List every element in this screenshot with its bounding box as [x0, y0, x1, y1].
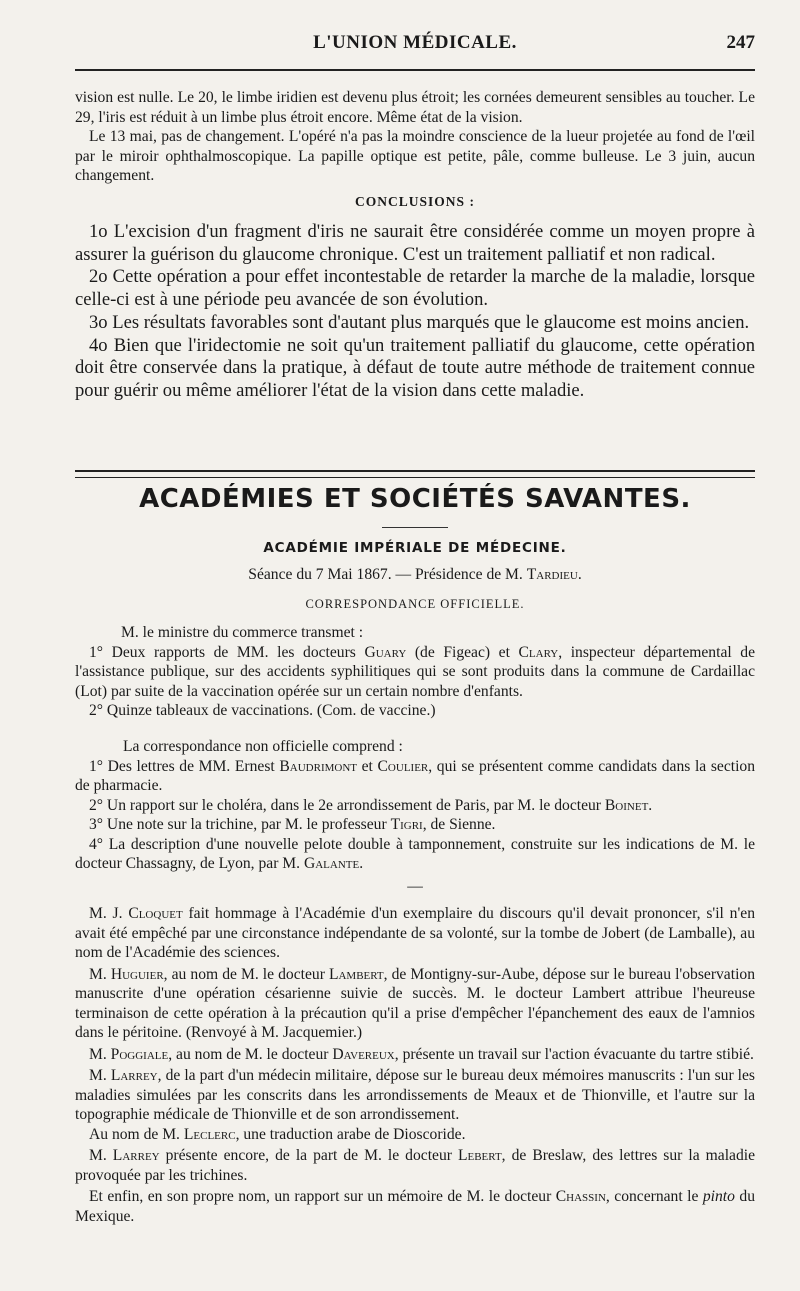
conclusion-item: 4o Bien que l'iridectomie ne soit qu'un traitement palliatif du glaucome, cette opération doit être conservée dans la pratique, à défaut de toute autre méthode de traitement connue pour guérir ou même améliorer l'état de la vision dans cette maladie. [75, 334, 755, 401]
session-proceedings [75, 904, 755, 1226]
official-item: 2° Quinze tableaux de vaccinations. (Com. de vaccine.) [89, 702, 436, 719]
conclusion-item: 3o Les résultats favorables sont d'autant plus marqués que le glaucome est moins ancien. [89, 311, 750, 333]
conclusions-heading: CONCLUSIONS : [355, 194, 475, 209]
page-header [75, 32, 755, 60]
page-number: 247 [726, 32, 755, 53]
paragraph: M. Larrey présente encore, de la part de M. le docteur Lebert, de Breslaw, des lettres sur la maladie provoquée par les trichines. [75, 1147, 755, 1184]
running-title: L'UNION MÉDICALE. [313, 32, 517, 53]
paragraph: vision est nulle. Le 20, le limbe iridien est devenu plus étroit; les cornées demeurent sensibles au toucher. Le 29, l'iris est réduit à un limbe plus étroit encore. Même état de la vision. [75, 89, 755, 126]
conclusion-item: 1o L'excision d'un fragment d'iris ne saurait être considérée comme un moyen propre à assurer la guérison du glaucome chronique. C'est un traitement palliatif et non radical. [75, 221, 755, 265]
official-correspondence [75, 623, 755, 721]
paragraph: Le 13 mai, pas de changement. L'opéré n'a pas la moindre conscience de la lueur projetée au fond de l'œil par le miroir ophthalmoscopique. La papille optique est petite, pâle, comme bulleuse. Le 3 juin, aucun changement. [75, 128, 755, 184]
correspondence-intro: La correspondance non officielle comprend : [123, 738, 403, 755]
conclusion-item: 2o Cette opération a pour effet incontestable de retarder la marche de la maladie, lorsque celle-ci est à une période peu avancée de son évolution. [75, 266, 755, 311]
unofficial-item: 3° Une note sur la trichine, par M. le professeur Tigri, de Sienne. [89, 816, 496, 833]
header-rule [75, 69, 755, 71]
section-title: ACADÉMIES ET SOCIÉTÉS SAVANTES. [139, 484, 691, 514]
official-item: 1° Deux rapports de MM. les docteurs Guary (de Figeac) et Clary, inspecteur départemental de l'assistance publique, sur des accidents syphilitiques qui se sont produits dans la commune de Cardaillac (Lot) par suite de la vaccination opérée sur un certain nombre d'enfants. [75, 643, 755, 700]
section-divider [75, 470, 755, 478]
separator-dash: — [407, 878, 423, 895]
unofficial-item: 4° La description d'une nouvelle pelote double à tamponnement, construite sur les indications de M. le docteur Chassagny, de Lyon, par M. Galante. [75, 835, 755, 872]
unofficial-item: 2° Un rapport sur le choléra, dans le 2e arrondissement de Paris, par M. le docteur Boinet. [89, 796, 653, 814]
paragraph: Au nom de M. Leclerc, une traduction arabe de Dioscoride. [89, 1125, 466, 1143]
paragraph: M. Larrey, de la part d'un médecin militaire, dépose sur le bureau deux mémoires manuscrits : l'un sur les maladies simulées par les conscrits dans les arrondissements de Meaux et de Thionville, et l'autre sur la topographie médicale de Thionville et de son arrondissement. [75, 1067, 755, 1123]
conclusions-list [75, 221, 755, 403]
session-suffix: . [577, 566, 582, 583]
paragraph: M. Poggiale, au nom de M. le docteur Davereux, présente un travail sur l'action évacuante du tartre stibié. [89, 1045, 754, 1063]
correspondence-heading: CORRESPONDANCE OFFICIELLE. [305, 597, 525, 611]
session-text: Séance du 7 Mai 1867. — Présidence de M. [248, 566, 527, 583]
title-underline [382, 527, 448, 528]
previous-article-ending [75, 88, 755, 186]
unofficial-item: 1° Des lettres de MM. Ernest Baudrimont et Coulier, qui se présentent comme candidats dans la section de pharmacie. [75, 757, 756, 794]
session-line [75, 566, 755, 584]
paragraph: M. Huguier, au nom de M. le docteur Lambert, de Montigny-sur-Aube, dépose sur le bureau l'observation manuscrite d'une opération césarienne suivie de succès. M. le docteur Lambert attribue l'heureuse terminaison de cette opération à la précaution qu'il a prise d'empêcher l'épanchement des eaux de l'amnios dans le péritoine. (Renvoyé à M. Jacquemier.) [75, 965, 755, 1041]
session-president: Tardieu [526, 566, 578, 583]
paragraph: M. J. Cloquet fait hommage à l'Académie d'un exemplaire du discours qu'il devait prononcer, s'il n'en avait été empêché par une circonstance indépendante de sa volonté, sur la tombe de Jobert (de Lamballe), au nom de l'Académie des sciences. [75, 905, 756, 961]
paragraph: Et enfin, en son propre nom, un rapport sur un mémoire de M. le docteur Chassin, concernant le pinto du Mexique. [75, 1188, 756, 1225]
correspondence-intro: M. le ministre du commerce transmet : [121, 624, 364, 641]
academy-heading: ACADÉMIE IMPÉRIALE DE MÉDECINE. [263, 540, 567, 556]
unofficial-correspondence [75, 737, 755, 874]
